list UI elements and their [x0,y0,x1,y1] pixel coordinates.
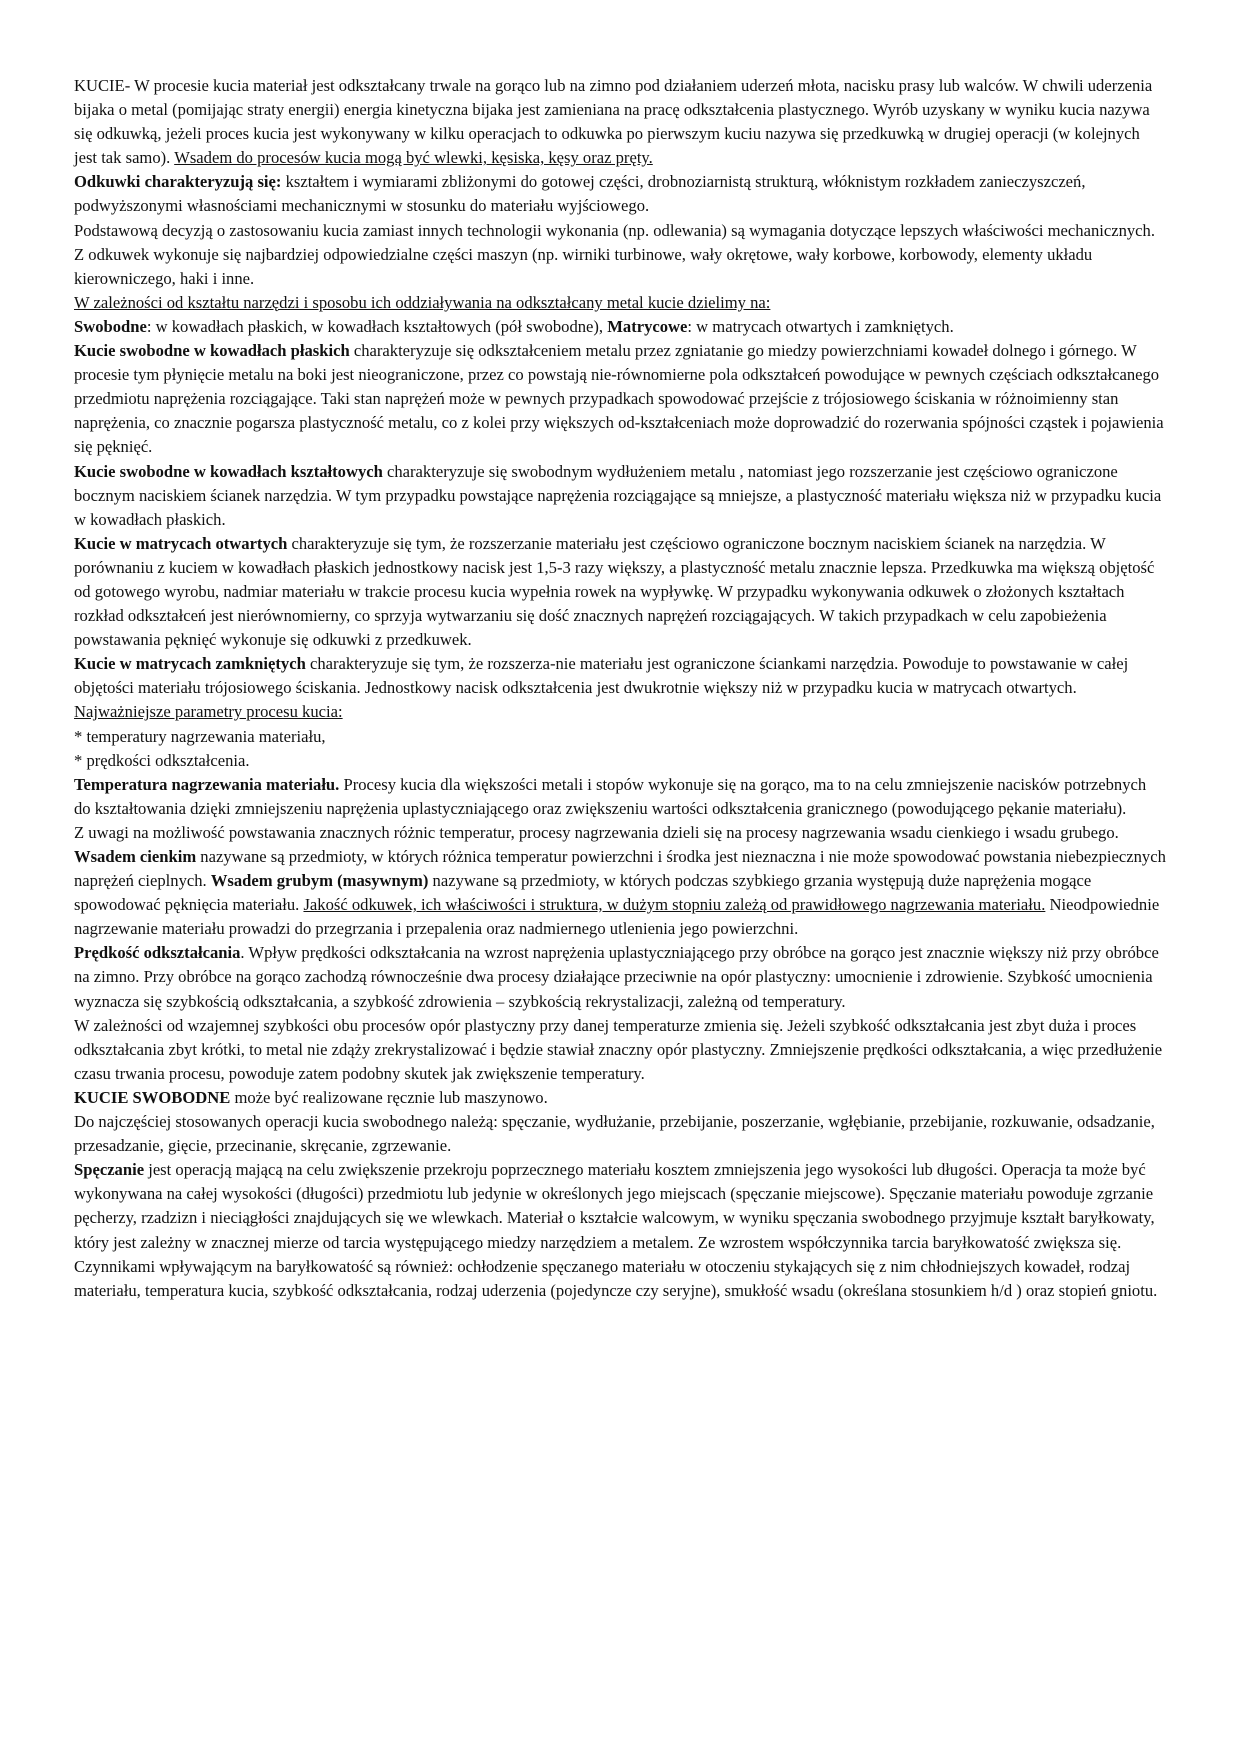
underlined-heading: Najważniejsze parametry procesu kucia: [74,702,343,722]
underlined-note: Wsadem do procesów kucia mogą być wlewki, kęsiska, kęsy oraz pręty. [174,148,653,168]
paragraph-text: - W procesie kucia materiał jest odkształcany trwale na gorąco lub na zimno pod działaniem uderzeń młota, nacisku prasy lub walców. W chwili uderzenia bijaka o metal (pomijając straty energii) energia kinetyczna bijaka jest zamieniana na pracę odkształcenia plastycznego. Wyrób uzyskany w wyniku kucia nazywa się odkuwką, jeżeli proces kucia jest wykonywany w kilku operacjach to odkuwka po pierwszym kuciu nazywa się przedkuwką w drugiej operacji (w kolejnych jest tak samo). [74,76,1153,168]
paragraph-operacje [74,1110,1166,1158]
paragraph-kowadla-plaskie [74,339,1166,459]
list-item: * prędkości odkształcenia. [74,750,250,770]
paragraph-odkuwki [74,170,1166,218]
document-page [74,74,1166,1303]
term-kucie: KUCIE [74,76,125,95]
underlined-note: Jakość odkuwek, ich właściwości i struktura, w dużym stopniu zależą od prawidłowego nagrzewania materiału. [303,895,1046,915]
term-matryce-zamkniete: Kucie w matrycach zamkniętych [74,654,306,674]
paragraph-kucie-swobodne [74,1086,1166,1110]
list-item: * temperatury nagrzewania materiału, [74,726,326,746]
paragraph-speczanie [74,1158,1166,1303]
term-wsad-gruby: Wsadem grubym (masywnym) [210,871,429,891]
term-matryce-otwarte: Kucie w matrycach otwartych [74,533,288,553]
paragraph-text: charakteryzuje się tym, że rozszerza-nie materiału jest ograniczone ściankami narzędzia. Powoduje to powstawanie w całej objętości materiału trójosiowego ściskania. Jednostkowy nacisk odkształcenia jest dwukrotnie większy niż w przypadku kucia w matrycach otwartych. [74,654,1129,698]
paragraph-text: Do najczęściej stosowanych operacji kucia swobodnego należą: spęczanie, wydłużanie, przebijanie, poszerzanie, wgłębianie, przebijanie, rozkuwanie, odsadzanie, przesadzanie, gięcie, przecinanie, skręcanie, zgrzewanie. [74,1112,1155,1156]
paragraph-text: charakteryzuje się odkształceniem metalu przez zgniatanie go miedzy powierzchniami kowadeł dolnego i górnego. W procesie tym płynięcie metalu na boki jest nieograniczone, przez co powstają nie-równomierne pola odkształceń powodujące w pewnych częściach odkształcanego przedmiotu naprężenia rozciągające. Taki stan naprężeń może w pewnych przypadkach spowodować przejście z trójosiowego ściskania w różnoimienny stan naprężenia, co znacznie pogarsza plastyczność metalu, co z kolei przy większych od-kształceniach może doprowadzić do rozerwania spójności cząstek i pojawienia się pęknięć. [74,341,1164,457]
paragraph-text: jest operacją mającą na celu zwiększenie przekroju poprzecznego materiału kosztem zmniejszenia jego wysokości lub długości. Operacja ta może być wykonywana na całej wysokości (długości) przedmiotu lub jedynie w określonych jego miejscach (spęczanie miejscowe). Spęczanie materiału powoduje zgrzanie pęcherzy, rzadzizn i nieciągłości znajdujących się we wlewkach. Materiał o kształcie walcowym, w wyniku spęczania swobodnego przyjmuje kształt baryłkowaty, który jest zależny w znacznej mierze od tarcia występującego miedzy narzędziem a metalem. Ze wzrostem współczynnika tarcia baryłkowatość zwiększa się. Czynnikami wpływającym na baryłkowatość są również: ochłodzenie spęczanego materiału w otoczeniu stykających się z nim chłodniejszych kowadeł, rodzaj materiału, temperatura kucia, szybkość odkształcania, rodzaj uderzenia (pojedyncze czy seryjne), smukłość wsadu (określana stosunkiem h/d ) oraz stopień gniotu. [74,1160,1158,1300]
paragraph-text: nazywane są przedmioty, w których podczas szybkiego grzania występują duże naprężenia mogące spowodować pęknięcia materiału. [74,871,1092,915]
paragraph-text: : w kowadłach płaskich, w kowadłach kształtowych (pół swobodne), [146,316,608,336]
term-temperatura: Temperatura nagrzewania materiału. [74,774,340,794]
paragraph-text: Z uwagi na możliwość powstawania znacznych różnic temperatur, procesy nagrzewania dzieli się na procesy nagrzewania wsadu cienkiego i wsadu grubego. [74,822,1119,842]
paragraph-text: Podstawową decyzją o zastosowaniu kucia zamiast innych technologii wykonania (np. odlewania) są wymagania dotyczące lepszych właściwości mechanicznych. Z odkuwek wykonuje się najbardziej odpowiedzialne części maszyn (np. wirniki turbinowe, wały okrętowe, wały korbowe, korbowody, elementy układu kierowniczego, haki i inne. [74,220,1155,288]
paragraph-text: charakteryzuje się swobodnym wydłużeniem metalu , natomiast jego rozszerzanie jest częściowo ograniczone bocznym naciskiem ścianek narzędzia. W tym przypadku powstające naprężenia rozciągające są mniejsze, a plastyczność materiału większa niż w przypadku kucia w kowadłach płaskich. [74,461,1162,529]
term-kucie-swobodne: KUCIE SWOBODNE [74,1087,231,1107]
paragraph-decyzja [74,219,1166,291]
term-kowadla-ksztaltowe: Kucie swobodne w kowadłach kształtowych [74,461,383,481]
paragraph-podzial-heading [74,291,1166,315]
paragraph-text: : w matrycach otwartych i zamkniętych. [687,316,954,336]
paragraph-text: kształtem i wymiarami zbliżonymi do gotowej części, drobnoziarnistą strukturą, włóknistym rozkładem zanieczyszczeń, podwyższonymi własnościami mechanicznymi w stosunku do materiału wyjściowego. [74,172,1086,216]
paragraph-kowadla-ksztaltowe [74,460,1166,532]
paragraph-kucie-intro [74,74,1166,170]
term-kowadla-plaskie: Kucie swobodne w kowadłach płaskich [74,341,350,361]
paragraph-predkosc [74,941,1166,1013]
term-odkuwki: Odkuwki charakteryzują się: [74,172,282,192]
paragraph-swobodne-matrycowe [74,315,1166,339]
paragraph-parametry-heading [74,700,1166,724]
paragraph-temperatura [74,773,1166,821]
paragraph-wsad [74,821,1166,941]
term-swobodne: Swobodne [74,316,147,336]
paragraph-text: Nieodpowiednie nagrzewanie materiału prowadzi do przegrzania i przepalenia oraz nadmiernego utlenienia jego powierzchni. [74,895,1160,939]
paragraph-text: . Wpływ prędkości odkształcania na wzrost naprężenia uplastyczniającego przy obróbce na gorąco jest znacznie większy niż przy obróbce na zimno. Przy obróbce na gorąco zachodzą równocześnie dwa procesy działające przeciwnie na opór plastyczny: umocnienie i zdrowienie. Szybkość umocnienia wyznacza się szybkością odkształcania, a szybkość zdrowienia – szybkością rekrystalizacji, zależną od temperatury. [74,943,1159,1011]
term-speczanie: Spęczanie [74,1160,145,1180]
paragraph-matryce-otwarte [74,532,1166,652]
paragraph-text: nazywane są przedmioty, w których różnica temperatur powierzchni i środka jest nieznaczna i nie może spowodować powstania niebezpiecznych naprężeń cieplnych. [74,847,1166,891]
paragraph-text: charakteryzuje się tym, że rozszerzanie materiału jest częściowo ograniczone bocznym naciskiem ścianek na narzędzia. W porównaniu z kuciem w kowadłach płaskich jednostkowy nacisk jest 1,5-3 razy większy, a plastyczność metalu znacznie lepsza. Przedkuwka ma większą objętość od gotowego wyrobu, nadmiar materiału w trakcie procesu kucia wypełnia rowek na wypływkę. W przypadku wykonywania odkuwek o złożonych kształtach rozkład odkształceń jest nierównomierny, co sprzyja wytwarzaniu się dość znacznych naprężeń rozciągających. W takich przypadkach w celu zapobieżenia powstawania pęknięć wykonuje się odkuwki z przedkuwek. [74,533,1155,650]
paragraph-text: Procesy kucia dla większości metali i stopów wykonuje się na gorąco, ma to na celu zmniejszenie nacisków potrzebnych do kształtowania dzięki zmniejszeniu naprężenia uplastyczniającego oraz zwiększeniu wartości odkształcenia granicznego (powodującego pękanie materiału). [74,774,1147,818]
term-matrycowe: Matrycowe [607,316,688,336]
paragraph-matryce-zamkniete [74,652,1166,700]
underlined-heading: W zależności od kształtu narzędzi i sposobu ich oddziaływania na odkształcany metal kucie dzielimy na: [74,292,771,312]
paragraph-opor-plastyczny [74,1014,1166,1086]
paragraph-text: W zależności od wzajemnej szybkości obu procesów opór plastyczny przy danej temperaturze zmienia się. Jeżeli szybkość odkształcania jest zbyt duża i proces odkształcania zbyt krótki, to metal nie zdąży zrekrystalizować i będzie stawiał znaczny opór plastyczny. Zmniejszenie prędkości odkształcania, a więc przedłużenie czasu trwania procesu, powoduje zatem podobny skutek jak zwiększenie temperatury. [74,1015,1163,1083]
term-wsad-cienki: Wsadem cienkim [74,847,197,866]
term-predkosc: Prędkość odkształcania [74,943,241,963]
paragraph-text: może być realizowane ręcznie lub maszynowo. [230,1087,548,1107]
